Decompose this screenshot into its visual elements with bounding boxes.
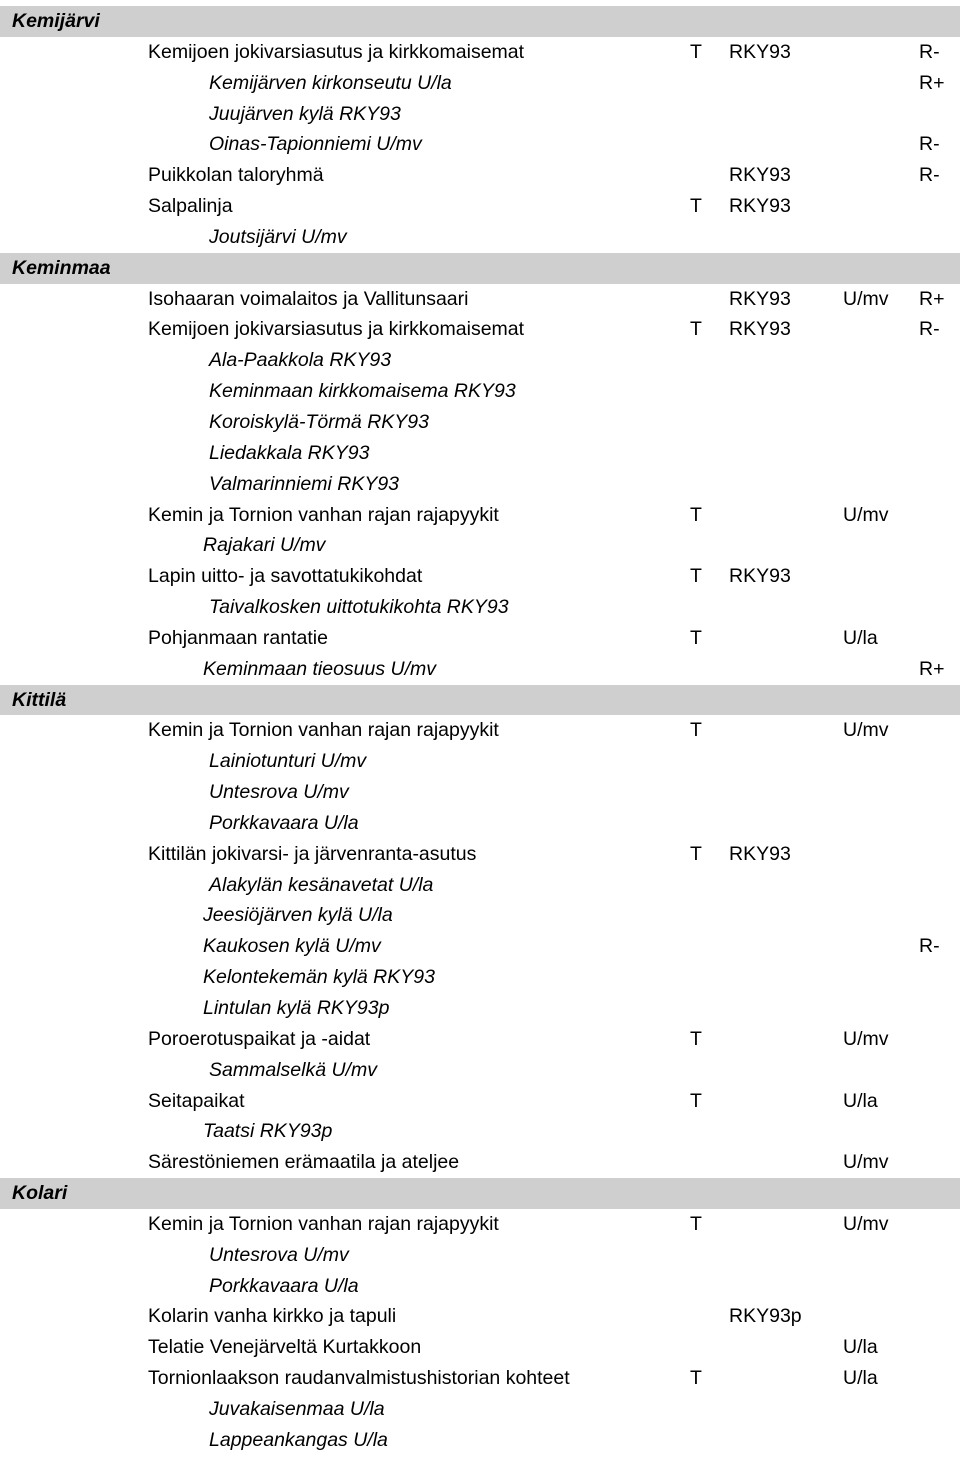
sub-site-row	[0, 222, 960, 253]
rating-marker: R-	[919, 935, 940, 958]
site-row	[0, 314, 960, 345]
protection-class: U/mv	[843, 1212, 889, 1235]
sub-site-row	[0, 530, 960, 561]
rating-marker: R-	[919, 164, 940, 187]
site-name: Jeesiöjärven kylä U/la	[203, 904, 393, 927]
site-name: Juvakaisenmaa U/la	[209, 1397, 385, 1420]
site-name: Taatsi RKY93p	[203, 1120, 333, 1143]
site-name: Kemin ja Tornion vanhan rajan rajapyykit	[148, 1212, 499, 1235]
protection-class: U/mv	[843, 287, 889, 310]
sub-site-row	[0, 654, 960, 685]
heritage-site-list	[0, 6, 960, 1456]
type-marker: T	[690, 565, 702, 588]
site-name: Koroiskylä-Törmä RKY93	[209, 410, 429, 433]
municipality-header	[0, 6, 960, 37]
protection-class: U/la	[843, 1089, 878, 1112]
site-name: Seitapaikat	[148, 1089, 245, 1112]
type-marker: T	[690, 40, 702, 63]
site-name: Kemin ja Tornion vanhan rajan rajapyykit	[148, 719, 499, 742]
type-marker: T	[690, 1212, 702, 1235]
type-marker: T	[690, 842, 702, 865]
site-name: Kemijärven kirkonseutu U/la	[209, 71, 452, 94]
type-marker: T	[690, 1027, 702, 1050]
sub-site-row	[0, 407, 960, 438]
site-row	[0, 1147, 960, 1178]
sub-site-row	[0, 592, 960, 623]
rky-status: RKY93	[729, 164, 791, 187]
site-name: Sammalselkä U/mv	[209, 1058, 377, 1081]
rating-marker: R+	[919, 287, 945, 310]
protection-class: U/mv	[843, 719, 889, 742]
sub-site-row	[0, 469, 960, 500]
municipality-header	[0, 253, 960, 284]
protection-class: U/mv	[843, 503, 889, 526]
sub-site-row	[0, 777, 960, 808]
site-name: Salpalinja	[148, 195, 233, 218]
sub-site-row	[0, 1271, 960, 1302]
site-row	[0, 1086, 960, 1117]
sub-site-row	[0, 1394, 960, 1425]
site-name: Juujärven kylä RKY93	[209, 102, 401, 125]
site-name: Oinas-Tapionniemi U/mv	[209, 133, 422, 156]
rating-marker: R-	[919, 318, 940, 341]
site-name: Untesrova U/mv	[209, 1243, 349, 1266]
rky-status: RKY93	[729, 842, 791, 865]
site-name: Alakylän kesänavetat U/la	[209, 873, 434, 896]
municipality-header	[0, 685, 960, 716]
site-name: Keminmaan tieosuus U/mv	[203, 657, 437, 680]
site-name: Isohaaran voimalaitos ja Vallitunsaari	[148, 287, 469, 310]
site-row	[0, 500, 960, 531]
site-name: Rajakari U/mv	[203, 534, 326, 557]
rky-status: RKY93	[729, 287, 791, 310]
site-row	[0, 715, 960, 746]
site-name: Puikkolan taloryhmä	[148, 164, 324, 187]
sub-site-row	[0, 808, 960, 839]
site-row	[0, 839, 960, 870]
type-marker: T	[690, 626, 702, 649]
sub-site-row	[0, 345, 960, 376]
site-row	[0, 1301, 960, 1332]
rky-status: RKY93	[729, 40, 791, 63]
protection-class: U/mv	[843, 1151, 889, 1174]
protection-class: U/mv	[843, 1027, 889, 1050]
municipality-name: Kemijärvi	[12, 10, 100, 32]
site-name: Porkkavaara U/la	[209, 811, 359, 834]
site-name: Särestöniemen erämaatila ja ateljee	[148, 1151, 460, 1174]
site-row	[0, 284, 960, 315]
municipality-name: Keminmaa	[12, 256, 111, 279]
site-name: Valmarinniemi RKY93	[209, 472, 400, 495]
site-name: Telatie Venejärveltä Kurtakkoon	[148, 1336, 422, 1359]
site-row	[0, 37, 960, 68]
site-name: Kaukosen kylä U/mv	[203, 935, 381, 958]
sub-site-row	[0, 993, 960, 1024]
type-marker: T	[690, 318, 702, 341]
rating-marker: R+	[919, 657, 945, 680]
site-name: Porkkavaara U/la	[209, 1274, 359, 1297]
rating-marker: R+	[919, 71, 945, 94]
site-row	[0, 623, 960, 654]
site-name: Kelontekemän kylä RKY93	[203, 966, 435, 989]
sub-site-row	[0, 900, 960, 931]
site-row	[0, 1332, 960, 1363]
type-marker: T	[690, 195, 702, 218]
site-name: Pohjanmaan rantatie	[148, 626, 328, 649]
municipality-name: Kittilä	[12, 688, 67, 711]
sub-site-row	[0, 962, 960, 993]
sub-site-row	[0, 129, 960, 160]
site-name: Lintulan kylä RKY93p	[203, 997, 390, 1019]
site-row	[0, 1209, 960, 1240]
protection-class: U/la	[843, 626, 878, 649]
site-name: Untesrova U/mv	[209, 781, 349, 804]
sub-site-row	[0, 870, 960, 901]
site-name: Liedakkala RKY93	[209, 441, 370, 464]
rky-status: RKY93	[729, 195, 791, 218]
site-name: Kolarin vanha kirkko ja tapuli	[148, 1305, 397, 1328]
site-name: Lapin uitto- ja savottatukikohdat	[148, 565, 423, 588]
site-name: Keminmaan kirkkomaisema RKY93	[209, 380, 516, 403]
site-name: Joutsijärvi U/mv	[209, 225, 347, 248]
municipality-header	[0, 1178, 960, 1209]
municipality-name: Kolari	[12, 1182, 68, 1205]
sub-site-row	[0, 68, 960, 99]
sub-site-row	[0, 746, 960, 777]
rky-status: RKY93p	[729, 1305, 802, 1328]
sub-site-row	[0, 1055, 960, 1086]
sub-site-row	[0, 438, 960, 469]
site-row	[0, 191, 960, 222]
site-name: Tornionlaakson raudanvalmistushistorian kohteet	[148, 1367, 570, 1390]
site-name: Lappeankangas U/la	[209, 1428, 388, 1451]
rating-marker: R-	[919, 133, 940, 156]
sub-site-row	[0, 931, 960, 962]
type-marker: T	[690, 719, 702, 742]
rating-marker: R-	[919, 40, 940, 63]
site-name: Taivalkosken uittotukikohta RKY93	[209, 596, 509, 619]
sub-site-row	[0, 99, 960, 130]
site-row	[0, 1024, 960, 1055]
site-name: Kemin ja Tornion vanhan rajan rajapyykit	[148, 503, 499, 526]
sub-site-row	[0, 1116, 960, 1147]
site-row	[0, 160, 960, 191]
rky-status: RKY93	[729, 318, 791, 341]
site-name: Kittilän jokivarsi- ja järvenranta-asutus	[148, 842, 477, 865]
sub-site-row	[0, 1240, 960, 1271]
site-name: Poroerotuspaikat ja -aidat	[148, 1027, 371, 1050]
site-row	[0, 1363, 960, 1394]
site-name: Kemijoen jokivarsiasutus ja kirkkomaisemat	[148, 40, 525, 63]
site-name: Kemijoen jokivarsiasutus ja kirkkomaisemat	[148, 318, 525, 341]
site-row	[0, 561, 960, 592]
site-name: Lainiotunturi U/mv	[209, 750, 367, 773]
sub-site-row	[0, 1425, 960, 1456]
rky-status: RKY93	[729, 565, 791, 588]
sub-site-row	[0, 376, 960, 407]
protection-class: U/la	[843, 1367, 878, 1390]
protection-class: U/la	[843, 1336, 878, 1359]
type-marker: T	[690, 503, 702, 526]
type-marker: T	[690, 1089, 702, 1112]
type-marker: T	[690, 1367, 702, 1390]
site-name: Ala-Paakkola RKY93	[209, 349, 392, 372]
